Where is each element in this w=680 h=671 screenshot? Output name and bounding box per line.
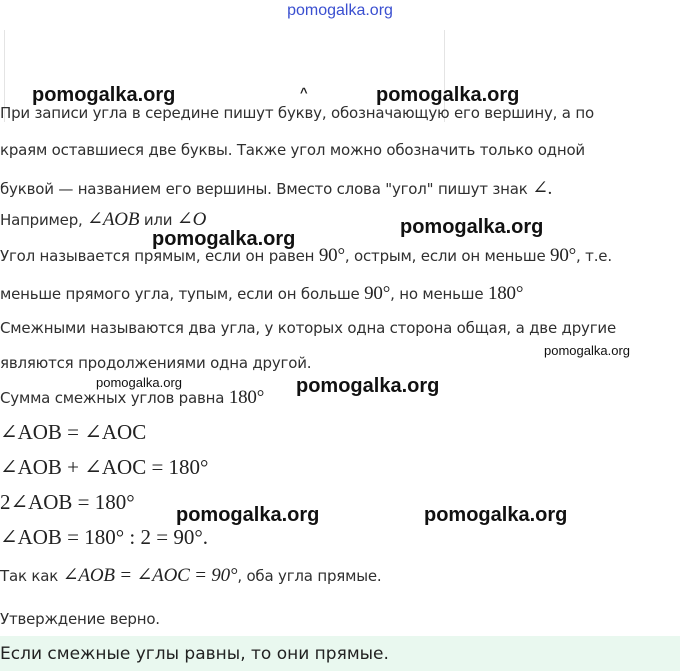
value-90-a: 90° [318,245,345,266]
example-angle-aob: ∠AOB [87,209,140,230]
answer-text: Если смежные углы равны, то они прямые. [0,644,389,664]
or-text: или [143,211,173,229]
site-link[interactable]: pomogalka.org [287,2,393,19]
para1-line2: краям оставшиеся две буквы. Также угол можно обозначить только одной [0,141,585,159]
angle-sign: ∠. [532,178,553,199]
caret-icon: ^ [300,85,308,100]
value-180-a: 180° [487,283,524,304]
para4-line1 [0,387,264,409]
example-label: Например, [0,211,83,229]
equation-2: ∠AOB + ∠AOC = 180° [0,455,209,479]
watermark: pomogalka.org [296,375,440,397]
watermark: pomogalka.org [544,343,630,358]
watermark: pomogalka.org [176,504,320,526]
conclusion-math: ∠AOB = ∠AOC = 90° [62,565,238,586]
watermark: pomogalka.org [152,228,296,250]
para4-text: Сумма смежных углов равна [0,389,225,407]
equation-1: ∠AOB = ∠AOC [0,420,147,444]
para1-line3-text: буквой — названием его вершины. Вместо слова "угол" пишут знак [0,180,528,198]
answer-bar [0,636,680,671]
example-angle-o: ∠O [176,209,207,230]
para2-line1 [0,245,612,267]
para3-line1: Смежными называются два угла, у которых одна сторона общая, а две другие [0,319,616,337]
watermark: pomogalka.org [376,84,520,106]
watermark: pomogalka.org [32,84,176,106]
value-180-b: 180° [228,387,265,408]
para2-line2 [0,283,523,305]
para3-line2: являются продолжениями одна другой. [0,354,312,372]
value-90-c: 90° [364,283,391,304]
watermark: pomogalka.org [400,216,544,238]
conclusion-a: Так как [0,567,59,585]
para2-line2-b: , но меньше [390,285,484,303]
conclusion-b: , оба угла прямые. [237,567,382,585]
para1-line1: При записи угла в середине пишут букву, обозначающую его вершину, а по [0,104,594,122]
equation-3: 2∠AOB = 180° [0,490,135,514]
equation-4: ∠AOB = 180° : 2 = 90°. [0,525,209,549]
para1-line3 [0,177,553,200]
para2-line1-a: Угол называется прямым, если он равен [0,247,315,265]
value-90-b: 90° [550,245,577,266]
para2-line1-c: , т.е. [576,247,612,265]
para2-line2-a: меньше прямого угла, тупым, если он больше [0,285,360,303]
verdict-text: Утверждение верно. [0,610,160,628]
conclusion-line [0,564,381,587]
para2-line1-b: , острым, если он меньше [344,247,546,265]
watermark: pomogalka.org [424,504,568,526]
watermark: pomogalka.org [96,375,182,390]
